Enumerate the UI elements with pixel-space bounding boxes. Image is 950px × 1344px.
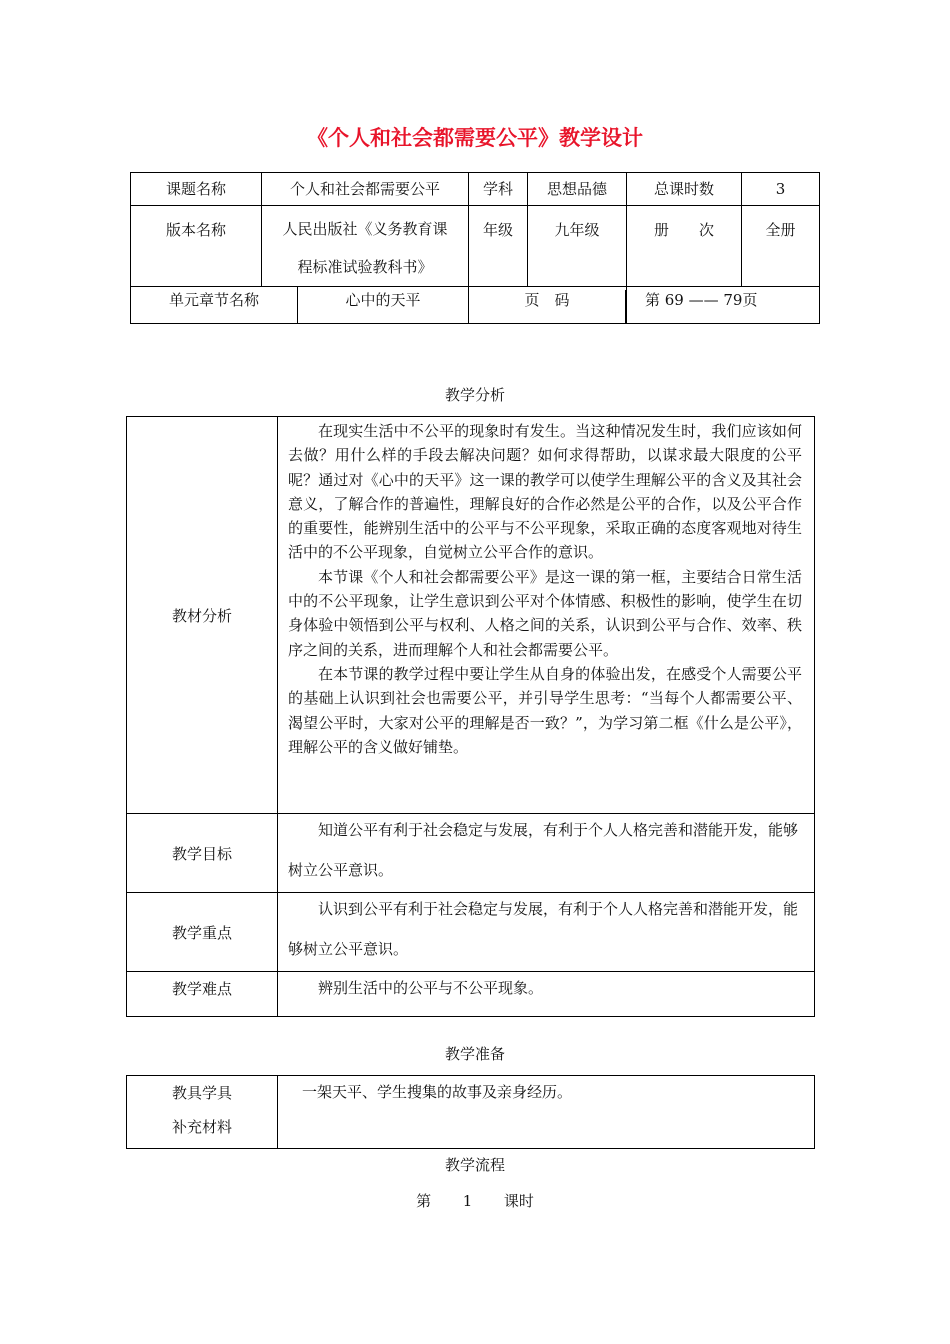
- unit-cell-group: [131, 287, 469, 324]
- total-hours-label: 总课时数: [627, 173, 742, 206]
- lesson-suffix: 课时: [503, 1192, 534, 1210]
- subject-label: 学科: [469, 173, 528, 206]
- material-analysis-label: 教材分析: [127, 417, 278, 814]
- teaching-goal-text: 知道公平有利于社会稳定与发展，有利于个人人格完善和潜能开发，能够树立公平意识。: [288, 821, 799, 879]
- table-row: [127, 893, 815, 972]
- teaching-key-label: 教学重点: [127, 893, 278, 972]
- preparation-content: 一架天平、学生搜集的故事及亲身经历。: [278, 1076, 815, 1149]
- teaching-difficulty-text: 辨别生活中的公平与不公平现象。: [318, 979, 544, 997]
- page-label: 页 码: [469, 290, 626, 323]
- table-row: [131, 206, 820, 287]
- edition-value: [262, 206, 469, 287]
- preparation-table: [126, 1075, 815, 1149]
- process-heading: 教学流程: [444, 1156, 505, 1174]
- preparation-heading: 教学准备: [444, 1045, 505, 1063]
- document-title: 《个人和社会都需要公平》教学设计: [307, 126, 643, 150]
- analysis-table: [126, 416, 815, 1017]
- teaching-goal-cell: [278, 814, 815, 893]
- course-info-table: [130, 172, 820, 324]
- edition-label: 版本名称: [131, 206, 262, 287]
- subject-value: 思想品德: [528, 173, 627, 206]
- teaching-difficulty-cell: [278, 972, 815, 1017]
- table-row: [131, 173, 820, 206]
- analysis-heading: 教学分析: [444, 386, 505, 404]
- grade-value: 九年级: [528, 206, 627, 287]
- material-analysis-content: [278, 417, 815, 814]
- total-hours-value: 3: [742, 173, 820, 206]
- unit-label: 单元章节名称: [131, 287, 298, 323]
- volume-label: 册 次: [627, 206, 742, 287]
- teaching-goal-label: 教学目标: [127, 814, 278, 893]
- material-paragraph-2: 本节课《个人和社会都需要公平》是这一课的第一框，主要结合日常生活中的不公平现象，让学生意识到公平对个体情感、积极性的影响，使学生在切身体验中领悟到公平与权利、人格之间的关系，认识到公平与合作、效率、秩序之间的关系，进而理解个人和社会都需要公平。: [288, 567, 802, 659]
- table-row: [127, 972, 815, 1017]
- course-name-value: 个人和社会都需要公平: [262, 173, 469, 206]
- table-row: [131, 287, 820, 324]
- table-row: [127, 417, 815, 814]
- page-value: 第 69 —— 79页: [627, 287, 820, 324]
- lesson-number-line: [0, 1190, 950, 1211]
- grade-label: 年级: [469, 206, 528, 287]
- teaching-key-text: 认识到公平有利于社会稳定与发展，有利于个人人格完善和潜能开发，能够树立公平意识。: [288, 900, 799, 958]
- preparation-label-cell: [127, 1076, 278, 1149]
- volume-value: 全册: [742, 206, 820, 287]
- material-paragraph-1: 在现实生活中不公平的现象时有发生。当这种情况发生时，我们应该如何去做？用什么样的手段去解决问题？如何求得帮助，以谋求最大限度的公平呢？通过对《心中的天平》这一课的教学可以使学生理解公平的含义及其社会意义，了解合作的普遍性，理解良好的合作必然是公平的合作，以及公平合作的重要性，能辨别生活中的公平与不公平现象，采取正确的态度客观地对待生活中的不公平现象，自觉树立公平合作的意识。: [288, 422, 802, 562]
- lesson-prefix: 第: [416, 1192, 432, 1210]
- material-paragraph-3: 在本节课的教学过程中要让学生从自身的体验出发，在感受个人需要公平的基础上认识到社会也需要公平，并引导学生思考：“当每个人都需要公平、渴望公平时，大家对公平的理解是否一致？”，为学习第二框《什么是公平》，理解公平的含义做好铺垫。: [288, 664, 802, 756]
- supplement-label: 补充材料: [171, 1118, 232, 1136]
- table-row: [127, 814, 815, 893]
- edition-value-line2: 程标准试验教科书》: [297, 258, 433, 276]
- edition-value-line1: 人民出版社《义务教育课: [282, 220, 448, 238]
- unit-value: 心中的天平: [345, 291, 421, 309]
- teaching-difficulty-label: 教学难点: [127, 972, 278, 1017]
- tools-label: 教具学具: [171, 1084, 232, 1102]
- page-label-cell: [469, 287, 627, 324]
- course-name-label: 课题名称: [131, 173, 262, 206]
- table-row: [127, 1076, 815, 1149]
- teaching-key-cell: [278, 893, 815, 972]
- lesson-number: 1: [462, 1192, 473, 1210]
